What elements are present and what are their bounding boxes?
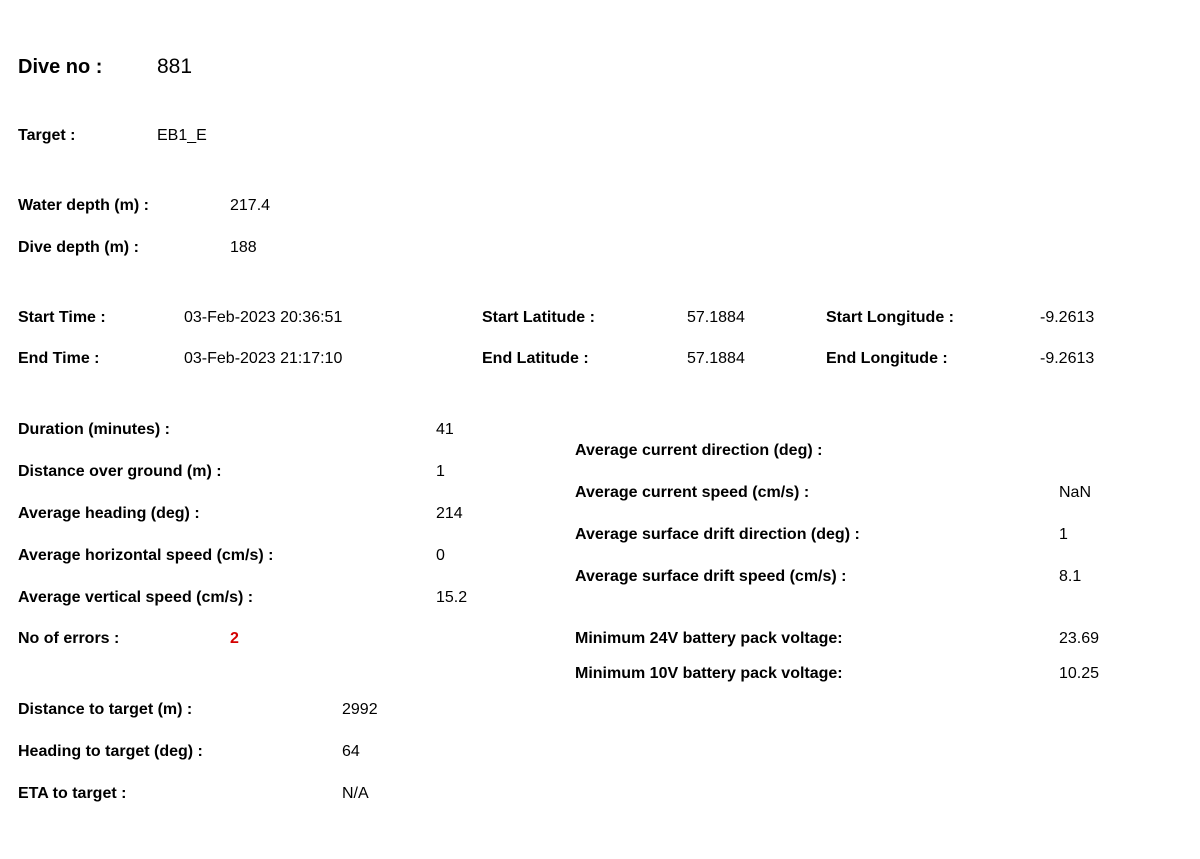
average-heading-value: 214 <box>436 505 463 522</box>
duration-label: Duration (minutes) : <box>18 421 170 438</box>
errors-label: No of errors : <box>18 630 120 647</box>
end-longitude-label: End Longitude : <box>826 350 948 367</box>
average-surface-drift-speed-value: 8.1 <box>1059 568 1082 585</box>
start-longitude-label: Start Longitude : <box>826 309 954 326</box>
dive-depth-label: Dive depth (m) : <box>18 239 139 256</box>
battery-10v-label: Minimum 10V battery pack voltage: <box>575 665 843 682</box>
errors-value: 2 <box>230 630 239 647</box>
distance-to-target-value: 2992 <box>342 701 378 718</box>
end-time-label: End Time : <box>18 350 100 367</box>
eta-to-target-label: ETA to target : <box>18 785 127 802</box>
target-value: EB1_E <box>157 127 207 144</box>
dive-no-value: 881 <box>157 55 193 78</box>
dive-no-label: Dive no : <box>18 56 103 78</box>
water-depth-label: Water depth (m) : <box>18 197 149 214</box>
start-latitude-label: Start Latitude : <box>482 309 595 326</box>
duration-value: 41 <box>436 421 454 438</box>
end-latitude-label: End Latitude : <box>482 350 589 367</box>
average-vertical-speed-label: Average vertical speed (cm/s) : <box>18 589 254 606</box>
average-surface-drift-direction-value: 1 <box>1059 526 1068 543</box>
start-latitude-value: 57.1884 <box>687 309 745 326</box>
battery-24v-value: 23.69 <box>1059 630 1100 647</box>
eta-to-target-value: N/A <box>342 785 369 802</box>
average-vertical-speed-value: 15.2 <box>436 589 468 606</box>
average-surface-drift-speed-label: Average surface drift speed (cm/s) : <box>575 568 847 585</box>
average-heading-label: Average heading (deg) : <box>18 505 200 522</box>
end-time-value: 03-Feb-2023 21:17:10 <box>184 350 343 367</box>
battery-10v-value: 10.25 <box>1059 665 1100 682</box>
average-horizontal-speed-label: Average horizontal speed (cm/s) : <box>18 547 274 564</box>
start-time-value: 03-Feb-2023 20:36:51 <box>184 309 343 326</box>
heading-to-target-label: Heading to target (deg) : <box>18 743 203 760</box>
average-current-direction-label: Average current direction (deg) : <box>575 442 823 459</box>
distance-to-target-label: Distance to target (m) : <box>18 701 193 718</box>
average-current-speed-label: Average current speed (cm/s) : <box>575 484 810 501</box>
heading-to-target-value: 64 <box>342 743 360 760</box>
distance-over-ground-label: Distance over ground (m) : <box>18 463 222 480</box>
end-longitude-value: -9.2613 <box>1040 350 1095 367</box>
battery-24v-label: Minimum 24V battery pack voltage: <box>575 630 843 647</box>
average-current-speed-value: NaN <box>1059 484 1092 501</box>
dive-depth-value: 188 <box>230 239 257 256</box>
end-latitude-value: 57.1884 <box>687 350 745 367</box>
target-label: Target : <box>18 127 76 144</box>
water-depth-value: 217.4 <box>230 197 271 214</box>
average-surface-drift-direction-label: Average surface drift direction (deg) : <box>575 526 860 543</box>
average-horizontal-speed-value: 0 <box>436 547 445 564</box>
distance-over-ground-value: 1 <box>436 463 445 480</box>
start-time-label: Start Time : <box>18 309 106 326</box>
start-longitude-value: -9.2613 <box>1040 309 1095 326</box>
